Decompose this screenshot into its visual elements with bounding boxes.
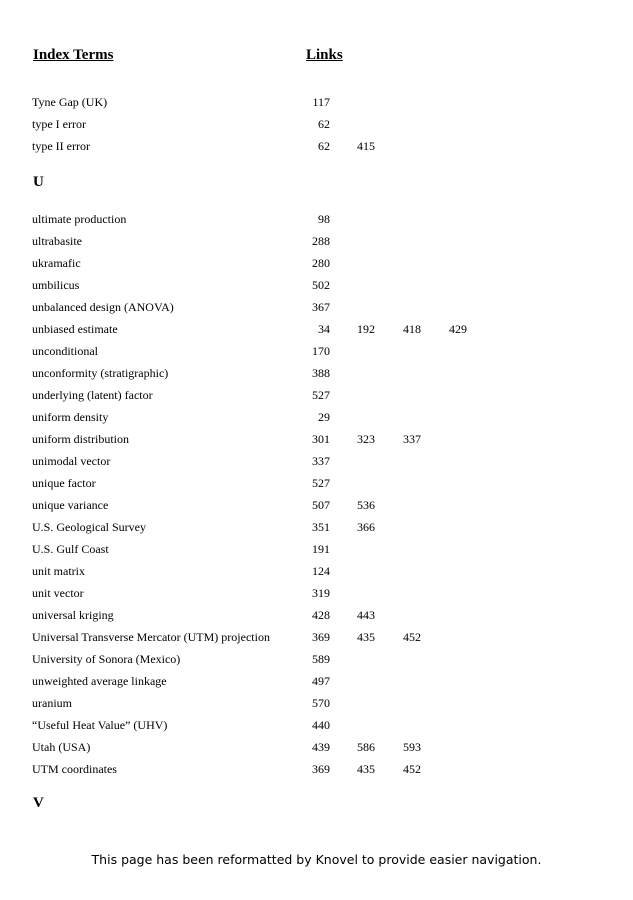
page-link[interactable]: 366 [357, 520, 375, 534]
index-entry [0, 431, 633, 453]
page-link[interactable]: 429 [449, 322, 467, 336]
page-link[interactable]: 351 [312, 520, 330, 534]
knovel-footer-note: This page has been reformatted by Knovel to provide easier navigation. [91, 852, 542, 867]
index-entry [0, 277, 633, 299]
index-entry [0, 94, 633, 116]
page-link[interactable]: 62 [318, 139, 330, 153]
index-term: uniform density [32, 410, 109, 424]
index-term: U.S. Geological Survey [32, 520, 146, 534]
page-link[interactable]: 439 [312, 740, 330, 754]
index-entry [0, 717, 633, 739]
page-link[interactable]: 323 [357, 432, 375, 446]
index-term: unique variance [32, 498, 109, 512]
index-entry [0, 651, 633, 673]
page-link[interactable]: 170 [312, 344, 330, 358]
page-link[interactable]: 497 [312, 674, 330, 688]
page-link[interactable]: 435 [357, 762, 375, 776]
page-link[interactable]: 117 [312, 95, 330, 109]
index-entry [0, 453, 633, 475]
index-header-links: Links [306, 47, 343, 63]
index-entry [0, 629, 633, 651]
page-link[interactable]: 337 [312, 454, 330, 468]
page-link[interactable]: 443 [357, 608, 375, 622]
index-entry [0, 343, 633, 365]
index-term: unique factor [32, 476, 96, 490]
index-entry [0, 299, 633, 321]
page-link[interactable]: 570 [312, 696, 330, 710]
page-link[interactable]: 440 [312, 718, 330, 732]
index-term: University of Sonora (Mexico) [32, 652, 181, 666]
index-term: U.S. Gulf Coast [32, 542, 109, 556]
index-term: universal kriging [32, 608, 114, 622]
page-link[interactable]: 369 [312, 630, 330, 644]
index-term: type I error [32, 117, 86, 131]
page-link[interactable]: 29 [318, 410, 330, 424]
page-link[interactable]: 586 [357, 740, 375, 754]
page-link[interactable]: 337 [403, 432, 421, 446]
page-link[interactable]: 288 [312, 234, 330, 248]
index-entry [0, 673, 633, 695]
index-term: Utah (USA) [32, 740, 91, 754]
page-link[interactable]: 62 [318, 117, 330, 131]
index-term: ultimate production [32, 212, 127, 226]
page-link[interactable]: 34 [318, 322, 330, 336]
index-term: type II error [32, 139, 90, 153]
page-link[interactable]: 124 [312, 564, 330, 578]
page-link[interactable]: 192 [357, 322, 375, 336]
index-entry [0, 233, 633, 255]
page-link[interactable]: 527 [312, 388, 330, 402]
index-entry [0, 739, 633, 761]
index-entry [0, 211, 633, 233]
page-link[interactable]: 301 [312, 432, 330, 446]
page-link[interactable]: 319 [312, 586, 330, 600]
index-term: uniform distribution [32, 432, 129, 446]
index-term: Tyne Gap (UK) [32, 95, 108, 109]
index-entry [0, 695, 633, 717]
index-term: uranium [32, 696, 72, 710]
index-entry [0, 607, 633, 629]
index-term: unconditional [32, 344, 98, 358]
index-header-terms: Index Terms [33, 47, 114, 63]
page-link[interactable]: 191 [312, 542, 330, 556]
index-term: unit matrix [32, 564, 85, 578]
page-link[interactable]: 98 [318, 212, 330, 226]
section-letter-u: U [33, 174, 44, 190]
page-link[interactable]: 589 [312, 652, 330, 666]
index-term: Universal Transverse Mercator (UTM) projection [32, 630, 270, 644]
page-link[interactable]: 388 [312, 366, 330, 380]
index-term: underlying (latent) factor [32, 388, 153, 402]
index-entry [0, 387, 633, 409]
index-entry [0, 116, 633, 138]
index-entry [0, 497, 633, 519]
index-term: “Useful Heat Value” (UHV) [32, 718, 168, 732]
page-link[interactable]: 280 [312, 256, 330, 270]
index-entry [0, 541, 633, 563]
index-entry [0, 138, 633, 160]
index-term: unbalanced design (ANOVA) [32, 300, 174, 314]
section-letter-v: V [33, 795, 44, 811]
index-term: UTM coordinates [32, 762, 117, 776]
index-entry [0, 585, 633, 607]
page-link[interactable]: 507 [312, 498, 330, 512]
page-link[interactable]: 536 [357, 498, 375, 512]
index-term: umbilicus [32, 278, 80, 292]
page-link[interactable]: 369 [312, 762, 330, 776]
index-entry [0, 409, 633, 431]
index-term: unweighted average linkage [32, 674, 167, 688]
index-entry [0, 519, 633, 541]
index-entry [0, 255, 633, 277]
index-entry [0, 365, 633, 387]
index-term: ultrabasite [32, 234, 82, 248]
page-link[interactable]: 452 [403, 762, 421, 776]
page-link[interactable]: 428 [312, 608, 330, 622]
index-term: unimodal vector [32, 454, 111, 468]
index-entry [0, 321, 633, 343]
index-entry [0, 761, 633, 783]
index-term: ukramafic [32, 256, 81, 270]
page-link[interactable]: 367 [312, 300, 330, 314]
index-term: unit vector [32, 586, 84, 600]
page-link[interactable]: 415 [357, 139, 375, 153]
page-link[interactable]: 593 [403, 740, 421, 754]
index-entry [0, 475, 633, 497]
index-term: unconformity (stratigraphic) [32, 366, 169, 380]
page-link[interactable]: 435 [357, 630, 375, 644]
index-term: unbiased estimate [32, 322, 118, 336]
page-link[interactable]: 527 [312, 476, 330, 490]
page-link[interactable]: 502 [312, 278, 330, 292]
index-entry [0, 563, 633, 585]
page-link[interactable]: 452 [403, 630, 421, 644]
page-link[interactable]: 418 [403, 322, 421, 336]
